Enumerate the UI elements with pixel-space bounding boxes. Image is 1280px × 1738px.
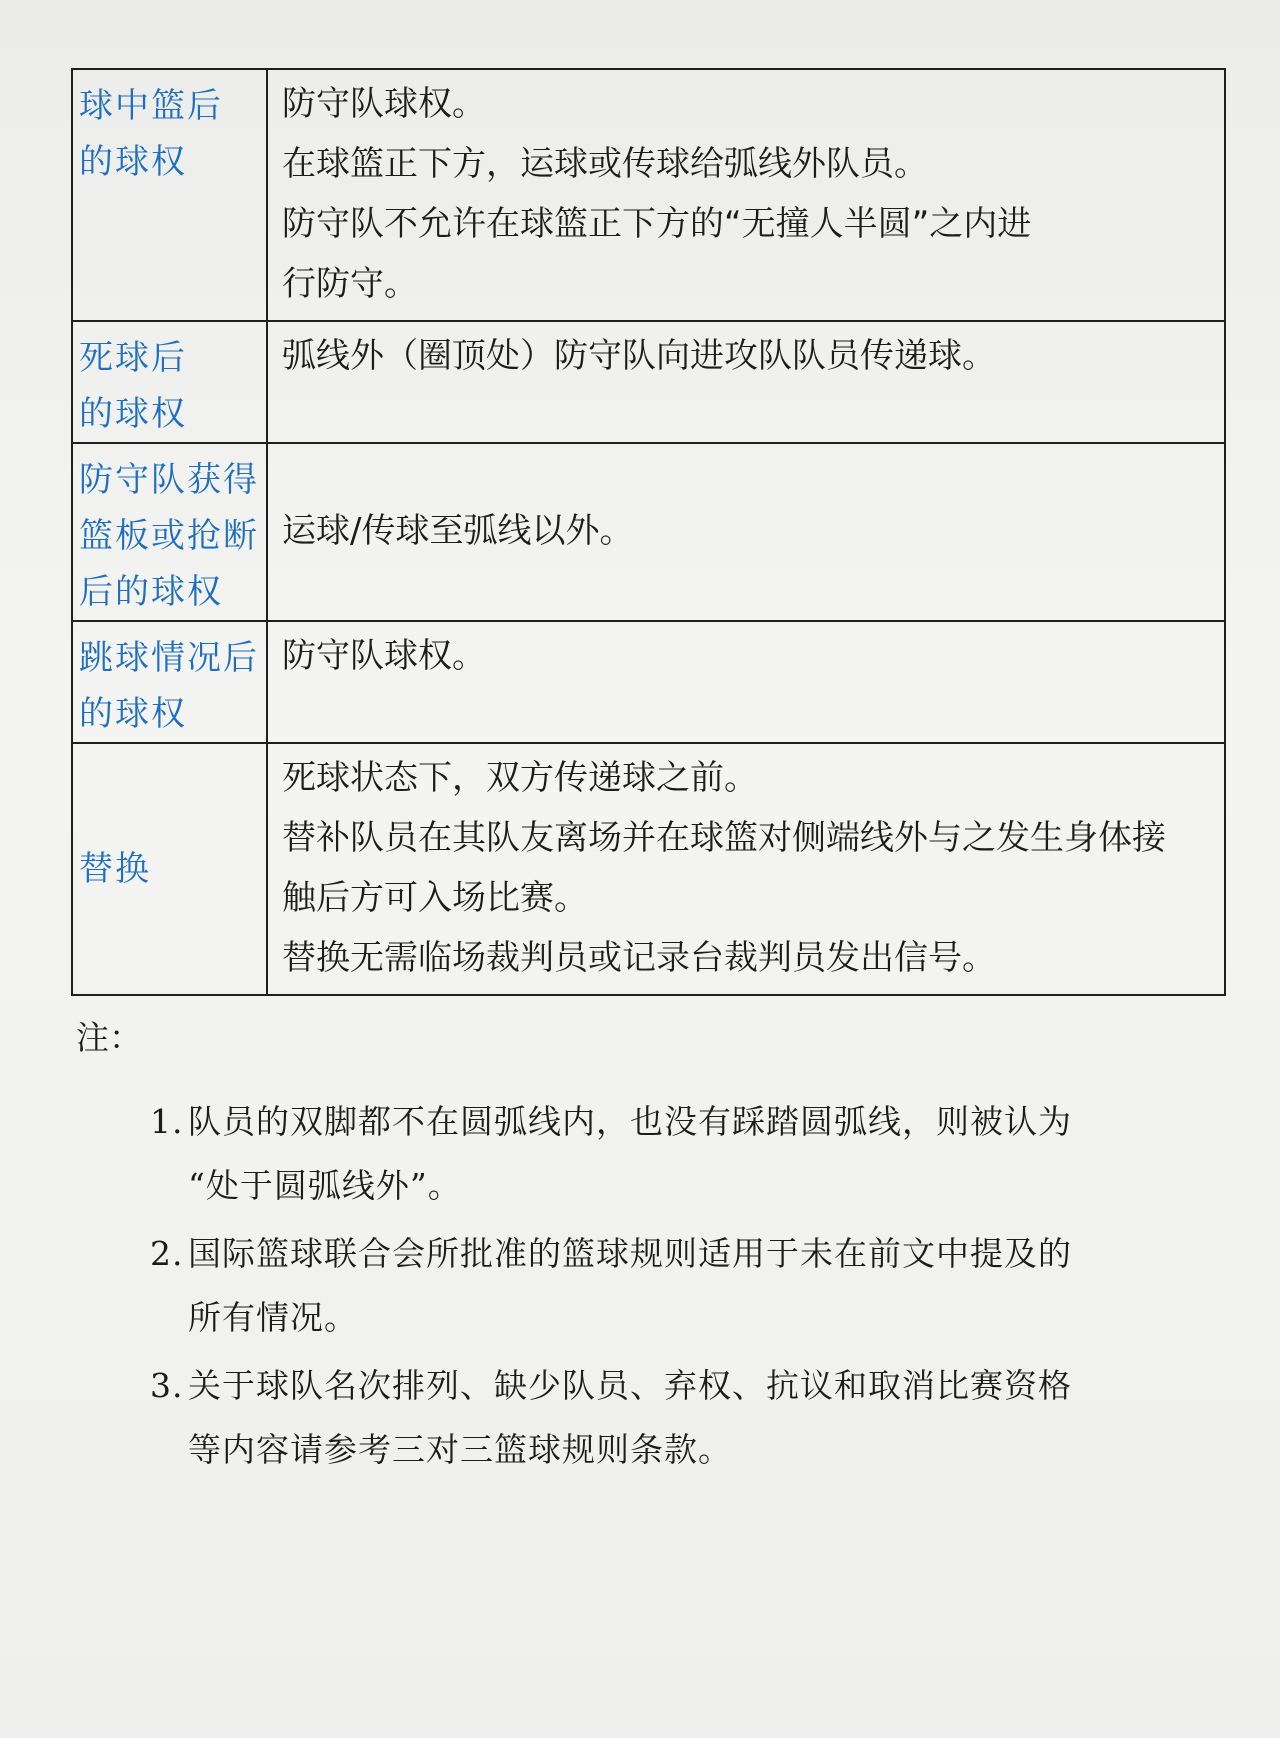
row-label-line: 的球权 [79,394,187,434]
row-content-cell [267,443,1225,621]
row-label-line: 篮板或抢断 [79,516,259,556]
rules-table [71,68,1226,996]
note-item [76,1090,1216,1218]
row-label-cell [72,443,267,621]
note-line: “处于圆弧线外”。 [188,1166,462,1205]
content-line: 防守队不允许在球篮正下方的“无撞人半圆”之内进 [282,204,1032,244]
note-line: 等内容请参考三对三篮球规则条款。 [188,1430,732,1469]
row-label-line: 跳球情况后 [79,638,259,678]
row-label-line: 防守队获得 [79,460,259,500]
row-content-cell [267,321,1225,443]
notes-list [76,1090,1216,1482]
note-number: 2. [150,1234,184,1273]
content-line: 替换无需临场裁判员或记录台裁判员发出信号。 [282,938,996,978]
note-line: 国际篮球联合会所批准的篮球规则适用于未在前文中提及的 [188,1234,1072,1273]
content-line: 在球篮正下方，运球或传球给弧线外队员。 [282,144,928,184]
notes-section [76,1010,1216,1486]
note-line: 所有情况。 [188,1298,358,1337]
note-line: 关于球队名次排列、缺少队员、弃权、抗议和取消比赛资格 [188,1366,1072,1405]
table-row [72,443,1225,621]
note-number: 1. [150,1102,184,1141]
row-label-line: 替换 [79,849,151,889]
note-number: 3. [150,1366,184,1405]
content-line: 行防守。 [282,264,418,304]
note-item [76,1222,1216,1350]
row-label-line: 球中篮后 [79,86,223,126]
row-label-cell [72,743,267,995]
row-label-line: 后的球权 [79,572,223,612]
row-label-line: 的球权 [79,694,187,734]
table-row [72,321,1225,443]
content-line: 弧线外（圈顶处）防守队向进攻队队员传递球。 [282,336,996,376]
note-item [76,1354,1216,1482]
row-label-cell [72,621,267,743]
row-content-cell [267,621,1225,743]
content-line: 替补队员在其队友离场并在球篮对侧端线外与之发生身体接 [282,818,1166,858]
row-content-cell [267,69,1225,321]
content-line: 防守队球权。 [282,636,486,676]
row-label-cell [72,69,267,321]
row-label-line: 的球权 [79,142,187,182]
table-row [72,743,1225,995]
note-line: 队员的双脚都不在圆弧线内，也没有踩踏圆弧线，则被认为 [188,1102,1072,1141]
row-content-cell [267,743,1225,995]
row-label-line: 死球后 [79,338,187,378]
content-line: 防守队球权。 [282,84,486,124]
content-line: 死球状态下，双方传递球之前。 [282,758,758,798]
row-label-cell [72,321,267,443]
content-line: 运球/传球至弧线以外。 [282,511,634,551]
content-line: 触后方可入场比赛。 [282,878,588,918]
table-row [72,621,1225,743]
table-row [72,69,1225,321]
notes-title: 注： [76,1018,142,1057]
